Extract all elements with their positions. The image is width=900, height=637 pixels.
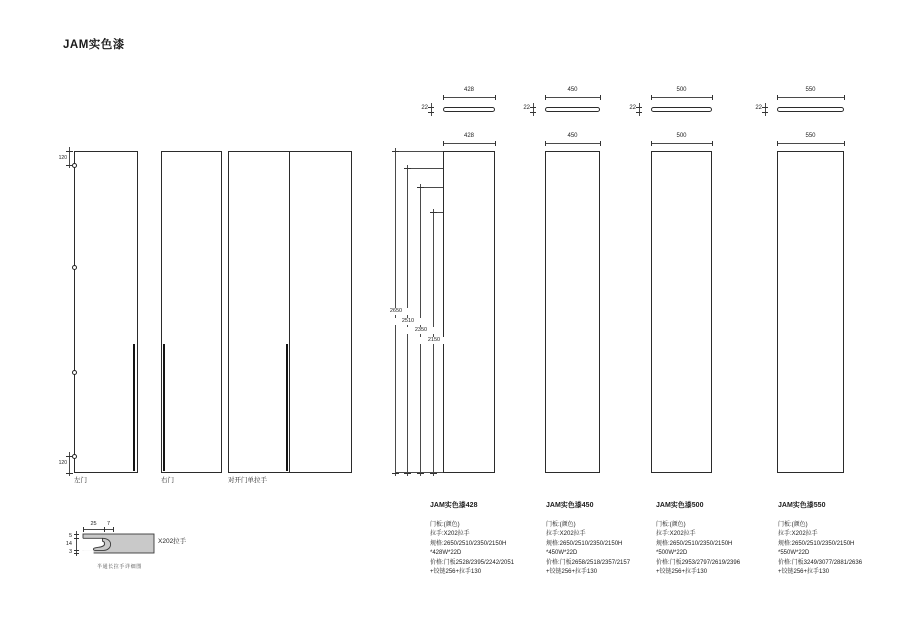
spec-line: +铰链256+拉手130 bbox=[656, 569, 708, 576]
left-door-elevation bbox=[74, 151, 138, 473]
door-top-view bbox=[651, 107, 712, 112]
dim-tick bbox=[762, 107, 768, 108]
door-428-elevation bbox=[443, 151, 495, 473]
thickness-label: 22 bbox=[523, 104, 530, 111]
left-door-label: 左门 bbox=[74, 477, 87, 484]
spec-line: *550W*22D bbox=[778, 550, 810, 557]
dim-tick bbox=[83, 527, 84, 532]
elevation-width-label: 550 bbox=[805, 132, 816, 139]
dim-label-hinge-bottom: 120 bbox=[58, 459, 67, 466]
dim-tick bbox=[404, 473, 411, 474]
spec-line: 拉手:X202拉手 bbox=[778, 531, 818, 538]
spec-line: 门板:(颜色) bbox=[430, 522, 460, 528]
spec-line: 规格:2650/2510/2350/2150H bbox=[656, 540, 733, 547]
spec-heading: JAM实色漆428 bbox=[430, 502, 478, 509]
dim-tick bbox=[712, 95, 713, 100]
thickness-label: 22 bbox=[755, 104, 762, 111]
door-top-view bbox=[777, 107, 844, 112]
height-label-2150: 2150 bbox=[420, 337, 448, 344]
dim-tick bbox=[636, 107, 642, 108]
dim-tick bbox=[495, 141, 496, 146]
spec-line: 价格:门板2658/2518/2357/2157 bbox=[546, 559, 631, 566]
spec-line: 门板:(颜色) bbox=[546, 522, 576, 528]
spec-heading: JAM实色漆450 bbox=[546, 502, 594, 509]
dim-tick bbox=[651, 141, 652, 146]
dim-tick bbox=[545, 95, 546, 100]
dim-tick bbox=[777, 141, 778, 146]
detail-dim-hook: 7 bbox=[106, 521, 111, 527]
elevation-width-label: 500 bbox=[676, 132, 687, 139]
height-label-2650: 2650 bbox=[382, 308, 410, 315]
dim-line bbox=[651, 143, 712, 144]
dim-tick bbox=[495, 95, 496, 100]
dim-tick bbox=[417, 187, 424, 188]
spec-block-550 bbox=[778, 500, 896, 577]
dim-tick bbox=[428, 107, 434, 108]
dim-tick bbox=[113, 527, 114, 532]
dim-line bbox=[651, 97, 712, 98]
dim-tick bbox=[545, 141, 546, 146]
dim-line bbox=[545, 97, 600, 98]
spec-line: +铰链256+拉手130 bbox=[546, 569, 598, 576]
topview-width-label: 550 bbox=[805, 86, 816, 93]
door-450-elevation bbox=[545, 151, 600, 473]
spec-line: 价格:门板2528/2395/2242/2051 bbox=[430, 559, 515, 566]
detail-caption: 半通长拉手详细图 bbox=[97, 564, 142, 570]
dim-tick bbox=[417, 473, 424, 474]
dim-tick bbox=[443, 95, 444, 100]
dim-line bbox=[545, 143, 600, 144]
dim-tick bbox=[428, 112, 434, 113]
spec-block-428 bbox=[430, 500, 548, 577]
dim-tick bbox=[404, 168, 411, 169]
page-title: JAM实色漆 bbox=[63, 39, 125, 51]
dim-tick bbox=[392, 151, 399, 152]
spec-line: 拉手:X202拉手 bbox=[546, 531, 586, 538]
dim-tick bbox=[443, 141, 444, 146]
spec-block-450 bbox=[546, 500, 664, 577]
elevation-width-label: 450 bbox=[567, 132, 578, 139]
hinge-marker bbox=[72, 370, 77, 375]
dim-tick bbox=[530, 107, 536, 108]
dim-line bbox=[443, 97, 495, 98]
spec-heading: JAM实色漆500 bbox=[656, 502, 704, 509]
dim-tick bbox=[712, 141, 713, 146]
dim-tick bbox=[66, 456, 73, 457]
door-top-view bbox=[545, 107, 600, 112]
dim-tick bbox=[844, 95, 845, 100]
spec-line: 拉手:X202拉手 bbox=[656, 531, 696, 538]
spec-line: 规格:2650/2510/2350/2150H bbox=[778, 540, 855, 547]
elevation-width-label: 428 bbox=[463, 132, 474, 139]
spec-line: 价格:门板3249/3077/2881/2636 bbox=[778, 559, 863, 566]
spec-line: 规格:2650/2510/2350/2150H bbox=[546, 540, 623, 547]
handle-groove-line bbox=[286, 344, 288, 471]
double-door-label: 对开门单拉手 bbox=[228, 477, 267, 484]
dim-line bbox=[431, 103, 432, 116]
topview-width-label: 500 bbox=[676, 86, 687, 93]
dim-tick bbox=[74, 538, 79, 539]
detail-dim-back: 3 bbox=[68, 548, 72, 555]
double-door-elevation bbox=[228, 151, 352, 473]
extension-line bbox=[395, 151, 443, 152]
dim-line bbox=[777, 143, 844, 144]
height-label-2510: 2510 bbox=[394, 318, 422, 325]
dim-tick bbox=[66, 473, 73, 474]
spec-line: +铰链256+拉手130 bbox=[430, 569, 482, 576]
dim-tick bbox=[66, 165, 73, 166]
spec-line: 价格:门板2953/2797/2619/2396 bbox=[656, 559, 741, 566]
dim-tick bbox=[530, 112, 536, 113]
topview-width-label: 428 bbox=[463, 86, 474, 93]
spec-line: 规格:2650/2510/2350/2150H bbox=[430, 540, 507, 547]
handle-model-label: X202拉手 bbox=[158, 537, 187, 545]
dim-line bbox=[777, 97, 844, 98]
handle-groove-line bbox=[163, 344, 165, 471]
spec-line: 门板:(颜色) bbox=[656, 522, 686, 528]
spec-line: 拉手:X202拉手 bbox=[430, 531, 470, 538]
door-top-view bbox=[443, 107, 495, 112]
right-door-elevation bbox=[161, 151, 222, 473]
spec-line: *450W*22D bbox=[546, 550, 578, 557]
handle-groove-line bbox=[133, 344, 135, 471]
detail-dim-front: 5 bbox=[68, 533, 72, 539]
dim-line bbox=[533, 103, 534, 116]
door-500-elevation bbox=[651, 151, 712, 473]
dim-line bbox=[83, 529, 113, 530]
dim-tick bbox=[74, 550, 79, 551]
door-550-elevation bbox=[777, 151, 844, 473]
height-label-2350: 2350 bbox=[407, 327, 435, 334]
spec-line: 门板:(颜色) bbox=[778, 522, 808, 528]
dim-line bbox=[443, 143, 495, 144]
double-door-center-gap bbox=[289, 151, 290, 473]
extension-line bbox=[407, 168, 443, 169]
spec-line: *428W*22D bbox=[430, 550, 462, 557]
dim-line bbox=[765, 103, 766, 116]
spec-heading: JAM实色漆550 bbox=[778, 502, 826, 509]
spec-block-500 bbox=[656, 500, 774, 577]
detail-dim-depth: 25 bbox=[90, 521, 97, 527]
dim-tick bbox=[762, 112, 768, 113]
handle-profile-drawing bbox=[80, 531, 160, 559]
dim-label-hinge-top: 120 bbox=[58, 154, 67, 161]
dim-tick bbox=[600, 141, 601, 146]
topview-width-label: 450 bbox=[567, 86, 578, 93]
dim-tick bbox=[651, 95, 652, 100]
dim-tick bbox=[777, 95, 778, 100]
dim-tick bbox=[430, 473, 437, 474]
dim-tick bbox=[430, 212, 437, 213]
thickness-label: 22 bbox=[629, 104, 636, 111]
dim-tick bbox=[74, 553, 79, 554]
thickness-label: 22 bbox=[421, 104, 428, 111]
dim-tick bbox=[66, 151, 73, 152]
dim-tick bbox=[74, 534, 79, 535]
right-door-label: 右门 bbox=[161, 477, 174, 484]
dim-tick bbox=[392, 473, 399, 474]
dim-tick bbox=[844, 141, 845, 146]
dim-line bbox=[639, 103, 640, 116]
detail-dim-groove: 14 bbox=[65, 541, 72, 547]
dim-tick bbox=[600, 95, 601, 100]
dim-tick bbox=[636, 112, 642, 113]
spec-line: +铰链256+拉手130 bbox=[778, 569, 830, 576]
spec-line: *500W*22D bbox=[656, 550, 688, 557]
dim-tick bbox=[104, 527, 105, 532]
hinge-marker bbox=[72, 265, 77, 270]
